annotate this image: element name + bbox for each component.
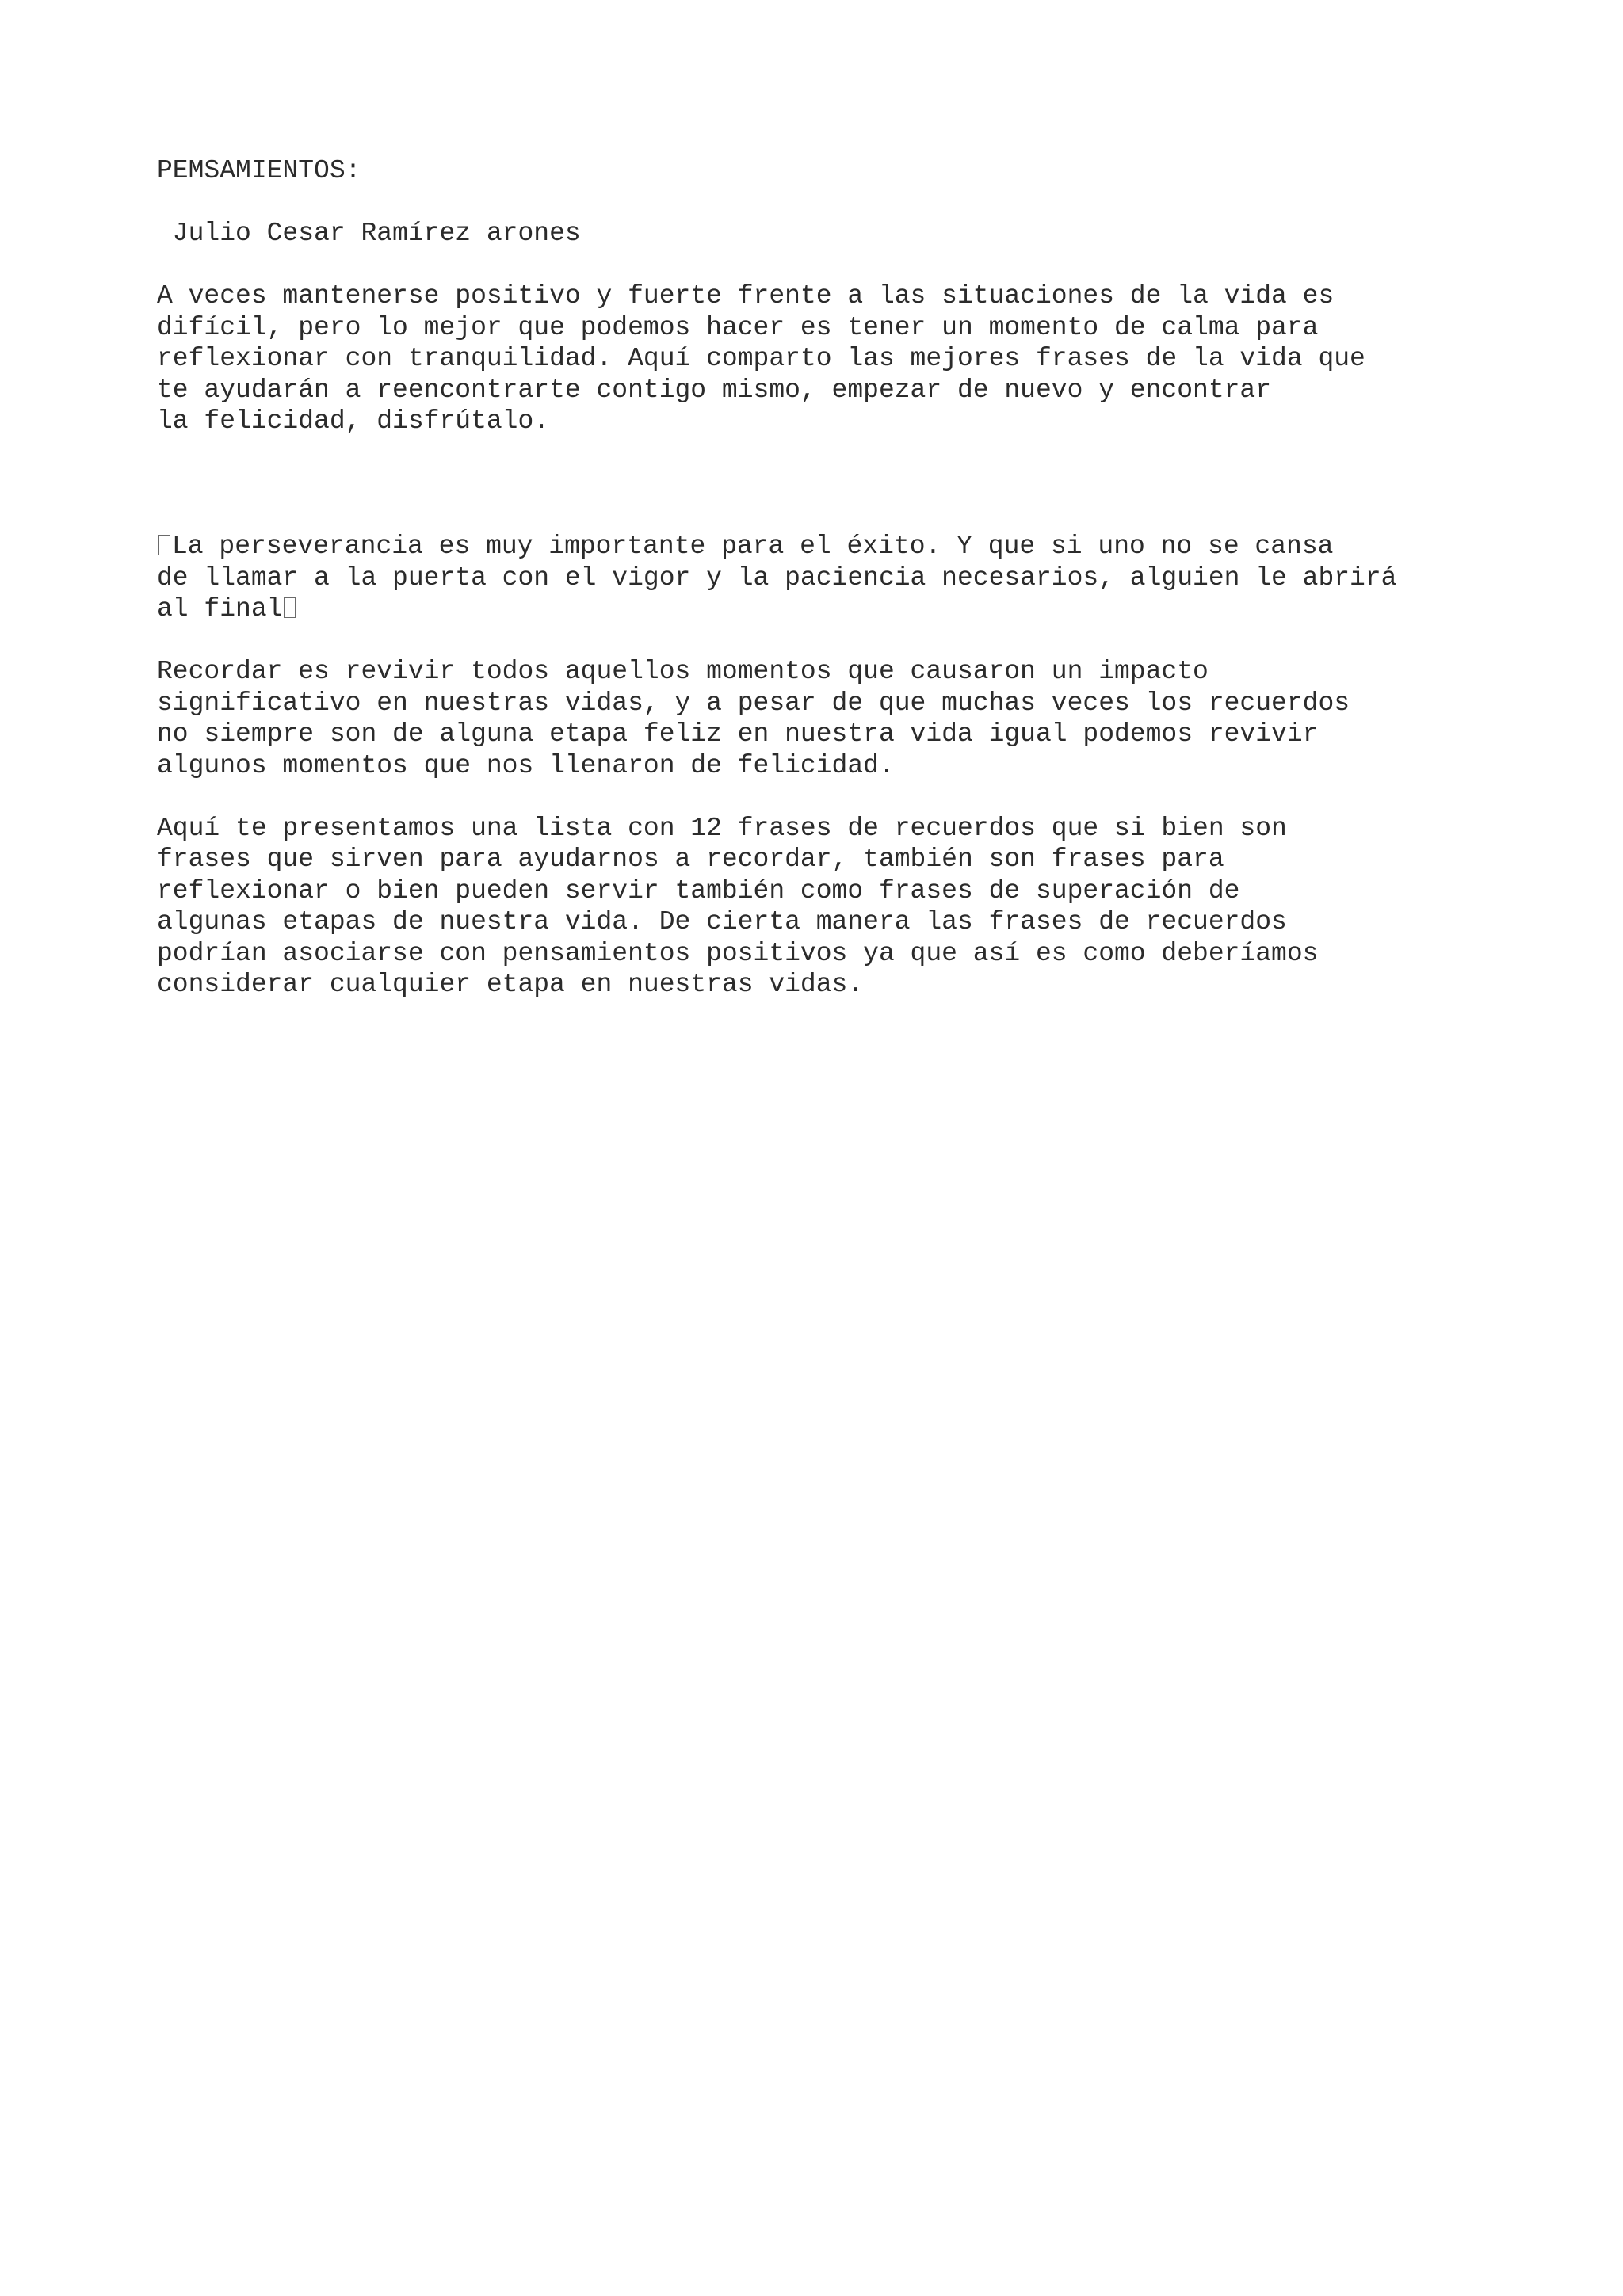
missing-glyph-icon [158,535,170,555]
lista-line: podrían asociarse con pensamientos positivos ya que así es como deberíamos [157,938,1319,968]
document-heading: PEMSAMIENTOS: [157,156,361,185]
quote-text: al final [157,594,283,624]
lista-line: considerar cualquier etapa en nuestras vidas. [157,970,864,999]
lista-line: Aquí te presentamos una lista con 12 frases de recuerdos que si bien son [157,813,1287,843]
lista-paragraph [157,813,1504,1001]
recuerdos-line: significativo en nuestras vidas, y a pesar de que muchas veces los recuerdos [157,688,1350,718]
missing-glyph-icon [284,597,296,618]
recuerdos-line: algunos momentos que nos llenaron de felicidad. [157,750,895,780]
document-body [157,155,1504,1032]
lista-line: algunas etapas de nuestra vida. De cierta manera las frases de recuerdos [157,907,1287,936]
intro-line: te ayudarán a reencontrarte contigo mismo, empezar de nuevo y encontrar [157,375,1272,405]
lista-line: reflexionar o bien pueden servir también como frases de superación de [157,875,1240,906]
lista-line: frases que sirven para ayudarnos a recordar, también son frases para [157,845,1224,874]
recuerdos-paragraph [157,656,1504,781]
quote-line: de llamar a la puerta con el vigor y la paciencia necesarios, alguien le abrirá [157,563,1397,593]
author-name: Julio Cesar Ramírez arones [157,219,581,248]
quote-paragraph [157,531,1504,625]
intro-line: difícil, pero lo mejor que podemos hacer es tener un momento de calma para [157,312,1319,342]
intro-paragraph [157,280,1504,437]
intro-line: la felicidad, disfrútalo. [157,406,550,436]
recuerdos-line: Recordar es revivir todos aquellos momentos que causaron un impacto [157,657,1209,686]
intro-line: A veces mantenerse positivo y fuerte frente a las situaciones de la vida es [157,281,1335,311]
recuerdos-line: no siempre son de alguna etapa feliz en nuestra vida igual podemos revivir [157,719,1319,749]
quote-line [157,593,1504,625]
intro-line: reflexionar con tranquilidad. Aquí comparto las mejores frases de la vida que [157,344,1365,373]
quote-text: La perseverancia es muy importante para el éxito. Y que si uno no se cansa [172,532,1334,561]
quote-line [157,531,1504,563]
